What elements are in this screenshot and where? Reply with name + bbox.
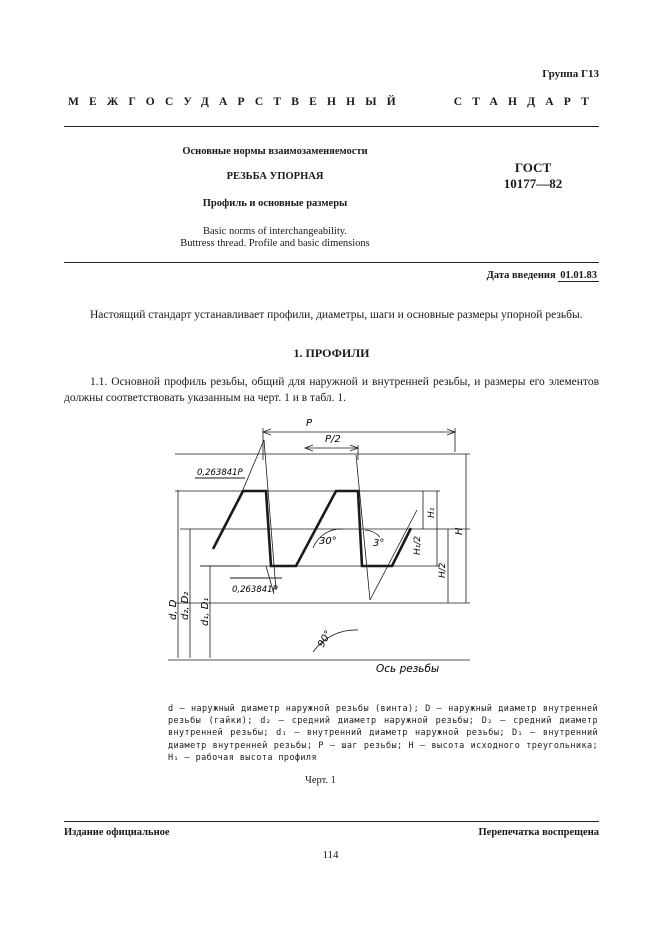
- figure-caption: Черт. 1: [305, 775, 336, 786]
- title-line-2: РЕЗЬБА УПОРНАЯ: [226, 171, 324, 182]
- label-thread-axis: Ось резьбы: [376, 663, 440, 675]
- label-angle-3: 3°: [373, 538, 385, 549]
- label-d1-D1: d₁, D₁: [200, 597, 211, 626]
- title-line-3: Профиль и основные размеры: [202, 198, 348, 209]
- label-h1-half: H₁/2: [413, 535, 423, 555]
- interstate-word: МЕЖГОСУДАРСТВЕННЫЙ: [68, 96, 406, 108]
- section-title: 1. ПРОФИЛИ: [293, 346, 370, 360]
- intro-date-value: 01.01.83: [560, 270, 597, 281]
- label-angle-90: 90°: [316, 628, 335, 650]
- label-h1: H₁: [427, 507, 437, 518]
- group-code: Группа Г13: [542, 68, 599, 80]
- page-number: 114: [322, 849, 339, 861]
- clause-1-1: 1.1. Основной профиль резьбы, общий для наружной и внутренней резьбы, и размеры его элементов должны соответствовать указанным на черт. 1 и в табл. 1.: [64, 376, 599, 404]
- footer-reprint-prohibited: Перепечатка воспрещена: [478, 827, 599, 838]
- label-coef-top: 0,263841P: [197, 468, 243, 478]
- label-h2: H/2: [438, 562, 448, 578]
- label-d2-D2: d₂, D₂: [180, 591, 191, 620]
- intro-paragraph: Настоящий стандарт устанавливает профили, диаметры, шаги и основные размеры упорной резьбы.: [90, 309, 583, 321]
- footer-official-edition: Издание официальное: [64, 827, 170, 838]
- intro-date-label: Дата введения: [486, 270, 556, 281]
- title-english-1: Basic norms of interchangeability.: [203, 226, 347, 237]
- gost-label: ГОСТ: [514, 160, 552, 175]
- standard-word: СТАНДАРТ: [453, 96, 599, 108]
- label-p: P: [306, 418, 313, 429]
- label-h: H: [454, 527, 465, 535]
- title-english-2: Buttress thread. Profile and basic dimensions: [180, 238, 370, 249]
- label-d-D: d, D: [168, 599, 179, 620]
- title-line-1: Основные нормы взаимозаменяемости: [182, 146, 368, 157]
- label-p2: P/2: [325, 434, 341, 445]
- label-coef-bottom: 0,263841P: [232, 585, 278, 595]
- label-angle-30: 30°: [319, 536, 337, 547]
- gost-number: 10177—82: [503, 176, 563, 191]
- legend-text: d — наружный диаметр наружной резьбы (винта); D — наружный диаметр внутренней резьбы (гайки); d₂ — средний диаметр наружной резьбы; D₂ — средний диаметр внутренней резьбы; d₁ — внутренний диаметр наружной резьбы; D₁ — внутренний диаметр внутренней резьбы; P — шаг резьбы; H — высота исходного треугольника; H₁ — рабочая высота профиля: [168, 704, 598, 763]
- footer-rule: [64, 821, 599, 822]
